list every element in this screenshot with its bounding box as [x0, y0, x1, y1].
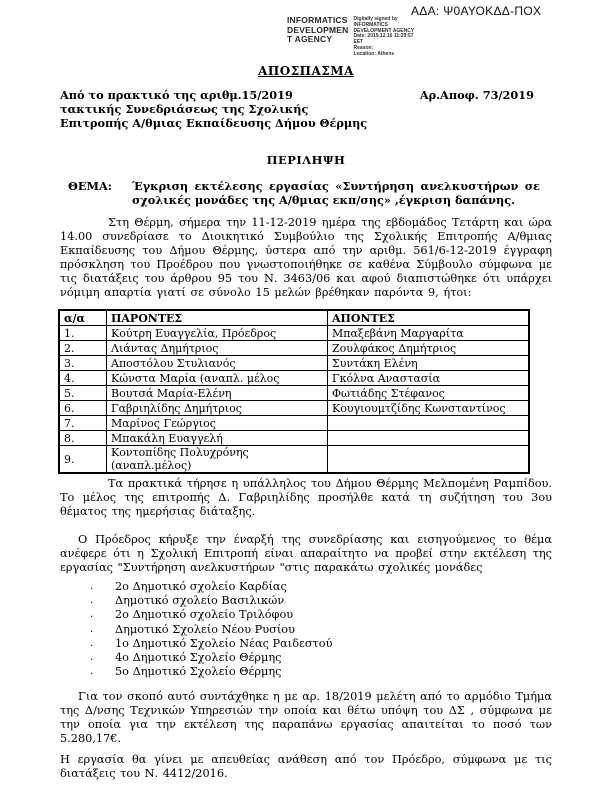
absent-member-cell: Γκόλνα Αναστασία: [328, 371, 530, 386]
table-row: [59, 326, 529, 341]
row-number-cell: 1.: [59, 326, 107, 341]
signature-agency-name: [287, 16, 349, 58]
school-name: 2ο Δημοτικό σχολείο Τριλόφου: [115, 608, 294, 622]
bullet-icon: .: [90, 652, 94, 664]
table-row: [59, 341, 529, 356]
practico-reference: [60, 88, 367, 130]
present-member-cell: Αποστόλου Στυλιανός: [107, 356, 328, 371]
bullet-icon: .: [90, 595, 94, 607]
present-member-cell: Κούτρη Ευαγγελία, Πρόεδρος: [107, 326, 328, 341]
signature-detail-line: Digitally signed by: [353, 16, 398, 22]
present-member-cell: Μαρίνος Γεώργιος: [107, 416, 328, 431]
row-number-cell: 2.: [59, 341, 107, 356]
subject-text: Έγκριση εκτέλεσης εργασίας «Συντήρηση ανελκυστήρων σε σχολικές μονάδες της Α/θμιας εκπ/σης» ,έγκριση δαπάνης.: [132, 179, 540, 207]
signature-detail-line: Date: 2019.12.16 11:29:57: [353, 33, 414, 40]
signature-details: [354, 16, 415, 58]
absent-member-cell: [328, 446, 530, 474]
decision-number: Αρ.Αποφ. 73/2019: [419, 88, 534, 102]
bullet-icon: .: [90, 609, 94, 621]
document-title: ΑΠΟΣΠΑΣΜΑ: [258, 64, 354, 78]
bullet-icon: .: [90, 666, 94, 678]
absent-member-cell: Φωτιάδης Στέφανος: [328, 386, 530, 401]
document-content: [60, 64, 552, 781]
absent-member-cell: Συντάκη Ελένη: [328, 356, 530, 371]
absent-member-cell: Κουγιουμτζίδης Κωνσταντίνος: [328, 401, 530, 416]
ada-code: ΑΔΑ: Ψ0ΑΥΟΚΔΔ-ΠΟΧ: [411, 4, 542, 18]
table-row: [59, 431, 529, 446]
list-item: [90, 665, 552, 679]
present-member-cell: Λιάντας Δημήτριος: [107, 341, 328, 356]
list-item: [90, 608, 552, 622]
signature-agency-line: INFORMATICS: [287, 15, 348, 25]
school-name: Δημοτικό σχολείο Βασιλικών: [115, 594, 285, 608]
signature-agency-line: T AGENCY: [287, 34, 333, 44]
table-row: [59, 446, 529, 474]
row-number-cell: 4.: [59, 371, 107, 386]
practico-reference-line: Επιτροπής Α/θμιας Εκπαίδευσης Δήμου Θέρμης: [60, 116, 368, 130]
subject-row: [60, 179, 552, 207]
signature-detail-line: EET: [353, 39, 364, 46]
list-item: [90, 623, 552, 637]
subject-label: ΘΕΜΑ:: [68, 179, 112, 193]
row-number-cell: 9.: [59, 446, 107, 474]
school-name: 5ο Δημοτικό Σχολείο Θέρμης: [115, 665, 282, 679]
list-item: [90, 580, 552, 594]
table-row: [59, 386, 529, 401]
list-item: [90, 651, 552, 665]
bullet-icon: .: [90, 581, 94, 592]
schools-list: [60, 580, 552, 679]
column-header-index: α/α: [59, 310, 107, 326]
school-name: 1ο Δημοτικό Σχολείο Νέας Ραιδεστού: [115, 636, 333, 650]
practico-reference-line: τακτικής Συνεδριάσεως της Σχολικής: [60, 102, 309, 116]
minutes-note: Τα πρακτικά τήρησε η υπάλληλος του Δήμου Θέρμης Μελπομένη Ραμπίδου. Το μέλος της επιτροπής Δ. Γαβριηλίδης προσήλθε κατά τη συζήτηση του 3ου θέματος της ημερήσιας διάταξης.: [60, 477, 552, 518]
present-member-cell: Κώνστα Μαρία (αναπλ. μέλος: [107, 371, 328, 386]
absent-member-cell: [328, 416, 530, 431]
school-name: Δημοτικό Σχολείο Νέου Ρυσίου: [115, 622, 295, 636]
row-number-cell: 6.: [59, 401, 107, 416]
digital-signature-stamp: [287, 16, 414, 58]
assignment-paragraph: Η εργασία θα γίνει με απευθείας ανάθεση από τον Πρόεδρο, σύμφωνα με τις διατάξεις του Ν. 4412/2016.: [60, 753, 552, 781]
summary-title: ΠΕΡΙΛΗΨΗ: [266, 153, 346, 167]
absent-member-cell: [328, 431, 530, 446]
attendance-table: [58, 309, 530, 474]
table-row: [59, 371, 529, 386]
table-row: [59, 356, 529, 371]
table-header-row: [59, 310, 529, 326]
signature-detail-line: Location: Athens: [353, 50, 395, 57]
bullet-icon: .: [90, 637, 94, 649]
present-member-cell: Κοντοπίδης Πολυχρόνης (αναπλ.μέλος): [107, 446, 328, 474]
present-member-cell: Βουτσά Μαρία-Ελένη: [107, 386, 328, 401]
bullet-icon: .: [90, 623, 94, 635]
row-number-cell: 8.: [59, 431, 107, 446]
school-name: 4ο Δημοτικό Σχολείο Θέρμης: [115, 651, 282, 665]
present-member-cell: Γαβριηλίδης Δημήτριος: [107, 401, 328, 416]
school-name: 2ο Δημοτικό σχολείο Καρδίας: [115, 580, 287, 593]
present-member-cell: Μπακάλη Ευαγγελή: [107, 431, 328, 446]
practico-reference-line: Από το πρακτικό της αριθμ.15/2019: [60, 88, 293, 102]
row-number-cell: 3.: [59, 356, 107, 371]
study-paragraph: Για τον σκοπό αυτό συντάχθηκε η με αρ. 18/2019 μελέτη από το αρμόδιο Τμήμα της Δ/νσης Τεχνικών Υπηρεσιών την οποία και θέτω υπόψη του ΔΣ , σύμφωνα με την οποία για την εκτέλεση της παραπάνω εργασίας απαιτείται το ποσό των 5.280,17€.: [60, 690, 552, 746]
table-row: [59, 416, 529, 431]
column-header-absent: ΑΠΟΝΤΕΣ: [328, 310, 530, 326]
list-item: [90, 594, 552, 608]
list-item: [90, 637, 552, 651]
signature-detail-line: DEVELOPMENT AGENCY: [353, 27, 415, 34]
document-header: [60, 88, 552, 130]
president-paragraph: Ο Πρόεδρος κήρυξε την έναρξή της συνεδρίασης και εισηγούμενος το θέμα ανέφερε ότι η Σχολική Επιτροπή είναι απαραίτητο να προβεί στην εκτέλεση της εργασίας "Συντήρηση ανελκυστήρων "στις παρακάτω σχολικές μονάδες: [60, 533, 552, 574]
absent-member-cell: Ζουλφάκος Δημήτριος: [328, 341, 530, 356]
absent-member-cell: Μπαξεβάνη Μαργαρίτα: [328, 326, 530, 341]
opening-paragraph: Στη Θέρμη, σήμερα την 11-12-2019 ημέρα της εβδομάδος Τετάρτη και ώρα 14.00 συνεδρίασε το Διοικητικό Συμβούλιο της Σχολικής Επιτροπής Α/θμιας Εκπαίδευσης του Δήμου Θέρμης, ύστερα από την αριθμ. 561/6-12-2019 έγγραφη πρόσκληση του Προέδρου που γνωστοποιήθηκε σε καθένα Σύμβουλο σύμφωνα με τις διατάξεις του άρθρου 95 του Ν. 3463/06 και αφού διαπιστώθηκε ότι υπάρχει νόμιμη απαρτία γιατί σε σύνολο 15 μελών βρέθηκαν παρόντα 9, ήτοι:: [60, 216, 552, 299]
signature-agency-line: DEVELOPMEN: [287, 24, 349, 35]
row-number-cell: 7.: [59, 416, 107, 431]
signature-detail-line: INFORMATICS: [353, 21, 388, 28]
table-row: [59, 401, 529, 416]
signature-detail-line: Reason:: [353, 44, 374, 51]
column-header-present: ΠΑΡΟΝΤΕΣ: [107, 310, 328, 326]
row-number-cell: 5.: [59, 386, 107, 401]
